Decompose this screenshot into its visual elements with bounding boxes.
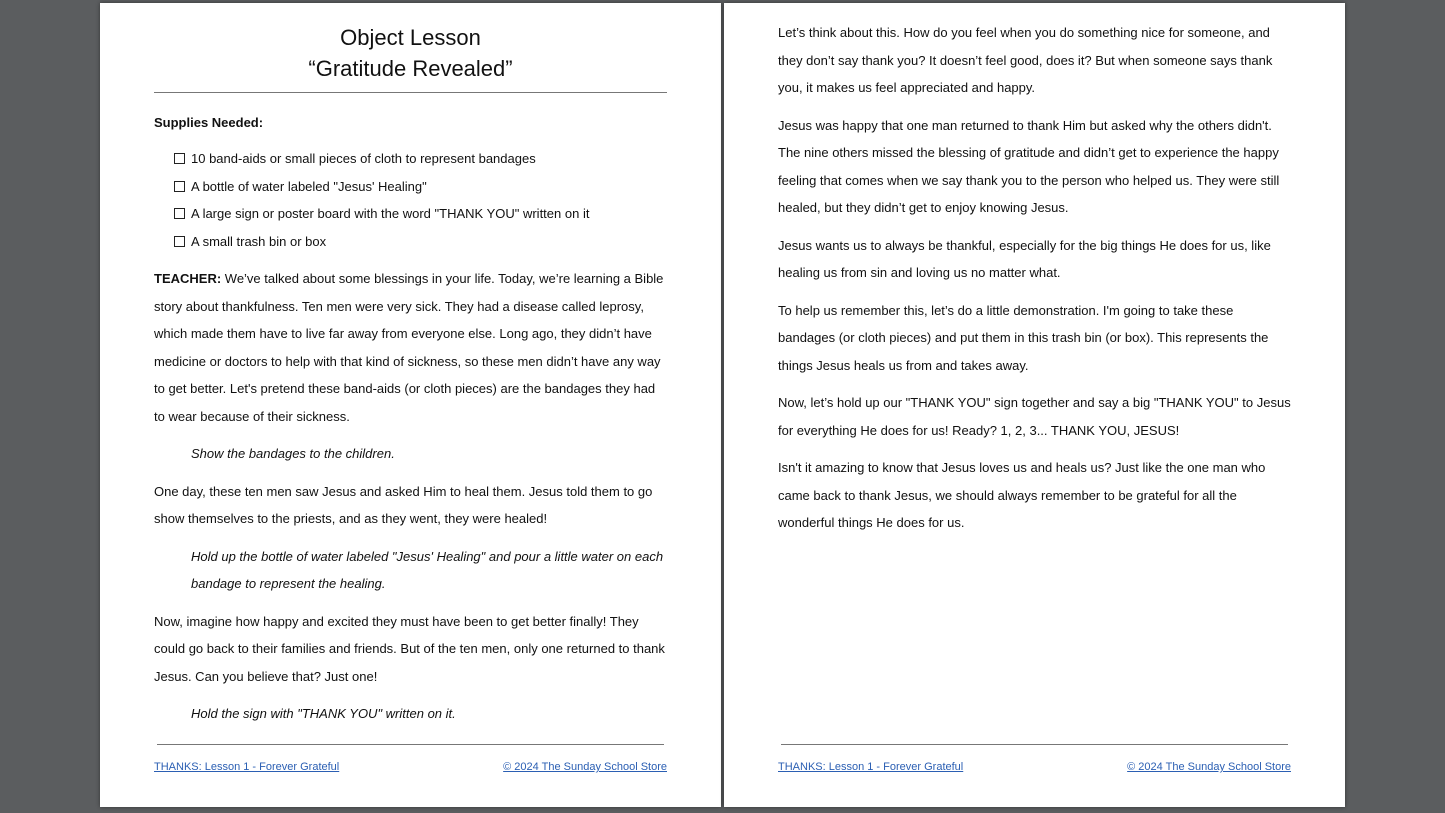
supply-item-text: A bottle of water labeled "Jesus' Healing" — [191, 178, 427, 194]
title-line-2: “Gratitude Revealed” — [308, 56, 513, 81]
paragraph: Jesus wants us to always be thankful, especially for the big things He does for us, like healing us from sin and loving us no matter what. — [778, 237, 1271, 280]
footer-lesson-link[interactable]: THANKS: Lesson 1 - Forever Grateful — [778, 761, 964, 773]
page-right-footer — [778, 761, 1291, 773]
paragraph: To help us remember this, let’s do a little demonstration. I'm going to take these bandages (or cloth pieces) and put them in this trash bin (or box). This represents the things Jesus heals us from and takes away. — [778, 302, 1269, 373]
checkbox-icon — [174, 181, 185, 192]
page-left — [100, 3, 721, 807]
teacher-label: TEACHER: — [154, 271, 222, 286]
supplies-list — [174, 145, 667, 255]
title-line-1: Object Lesson — [340, 25, 481, 50]
direction-1: Show the bandages to the children. — [191, 446, 395, 461]
page-left-footer — [154, 761, 667, 773]
page-left-content — [154, 3, 667, 728]
footer-divider — [781, 744, 1288, 745]
supply-item — [174, 228, 667, 256]
teacher-text: We’ve talked about some blessings in your life. Today, we’re learning a Bible story about thankfulness. Ten men were very sick. They had a disease called leprosy, which made them have to live far away from everyone else. Long ago, they didn’t have medicine or doctors to help with that kind of sickness, so these men didn’t have any way to get better. Let's pretend these band-aids (or cloth pieces) are the bandages they had to wear because of their sickness. — [154, 271, 664, 424]
page-right-content — [778, 3, 1291, 537]
supplies-heading: Supplies Needed: — [154, 115, 264, 130]
checkbox-icon — [174, 208, 185, 219]
footer-lesson-link[interactable]: THANKS: Lesson 1 - Forever Grateful — [154, 761, 340, 773]
supply-item — [174, 173, 667, 201]
supply-item-text: 10 band-aids or small pieces of cloth to represent bandages — [191, 151, 536, 166]
paragraph: Jesus was happy that one man returned to thank Him but asked why the others didn't. The nine others missed the blessing of gratitude and didn’t get to experience the happy feeling that comes when we say thank you to the person who helped us. They were still healed, but they didn’t get to enjoy knowing Jesus. — [778, 117, 1280, 215]
footer-divider — [157, 744, 664, 745]
teacher-paragraph — [154, 265, 667, 430]
paragraph: Isn't it amazing to know that Jesus loves us and heals us? Just like the one man who came back to thank Jesus, we should always remember to be grateful for all the wonderful things He does for us. — [778, 460, 1266, 530]
direction-3: Hold the sign with "THANK YOU" written on it. — [191, 706, 456, 721]
lesson-title — [154, 22, 667, 93]
paragraph-3: Now, imagine how happy and excited they must have been to get better finally! They could go back to their families and friends. But of the ten men, only one returned to thank Jesus. Can you believe that? Just one! — [154, 613, 665, 684]
supply-item-text: A large sign or poster board with the word "THANK YOU" written on it — [191, 206, 590, 221]
footer-copyright-link[interactable]: © 2024 The Sunday School Store — [503, 761, 667, 773]
paragraph-2: One day, these ten men saw Jesus and asked Him to heal them. Jesus told them to go show themselves to the priests, and as they went, they were healed! — [154, 483, 653, 526]
checkbox-icon — [174, 236, 185, 247]
paragraph: Now, let’s hold up our "THANK YOU" sign together and say a big "THANK YOU" to Jesus for everything He does for us! Ready? 1, 2, 3... THANK YOU, JESUS! — [778, 395, 1291, 438]
supply-item-text: A small trash bin or box — [191, 233, 327, 249]
footer-copyright-link[interactable]: © 2024 The Sunday School Store — [1127, 761, 1291, 773]
checkbox-icon — [174, 153, 185, 164]
supply-item — [174, 145, 667, 173]
page-right — [724, 3, 1345, 807]
supply-item — [174, 200, 667, 228]
direction-2: Hold up the bottle of water labeled "Jesus' Healing" and pour a little water on each bandage to represent the healing. — [191, 548, 664, 591]
paragraph: Let’s think about this. How do you feel when you do something nice for someone, and they don’t say thank you? It doesn’t feel good, does it? But when someone says thank you, it makes us feel appreciated and happy. — [778, 25, 1273, 95]
